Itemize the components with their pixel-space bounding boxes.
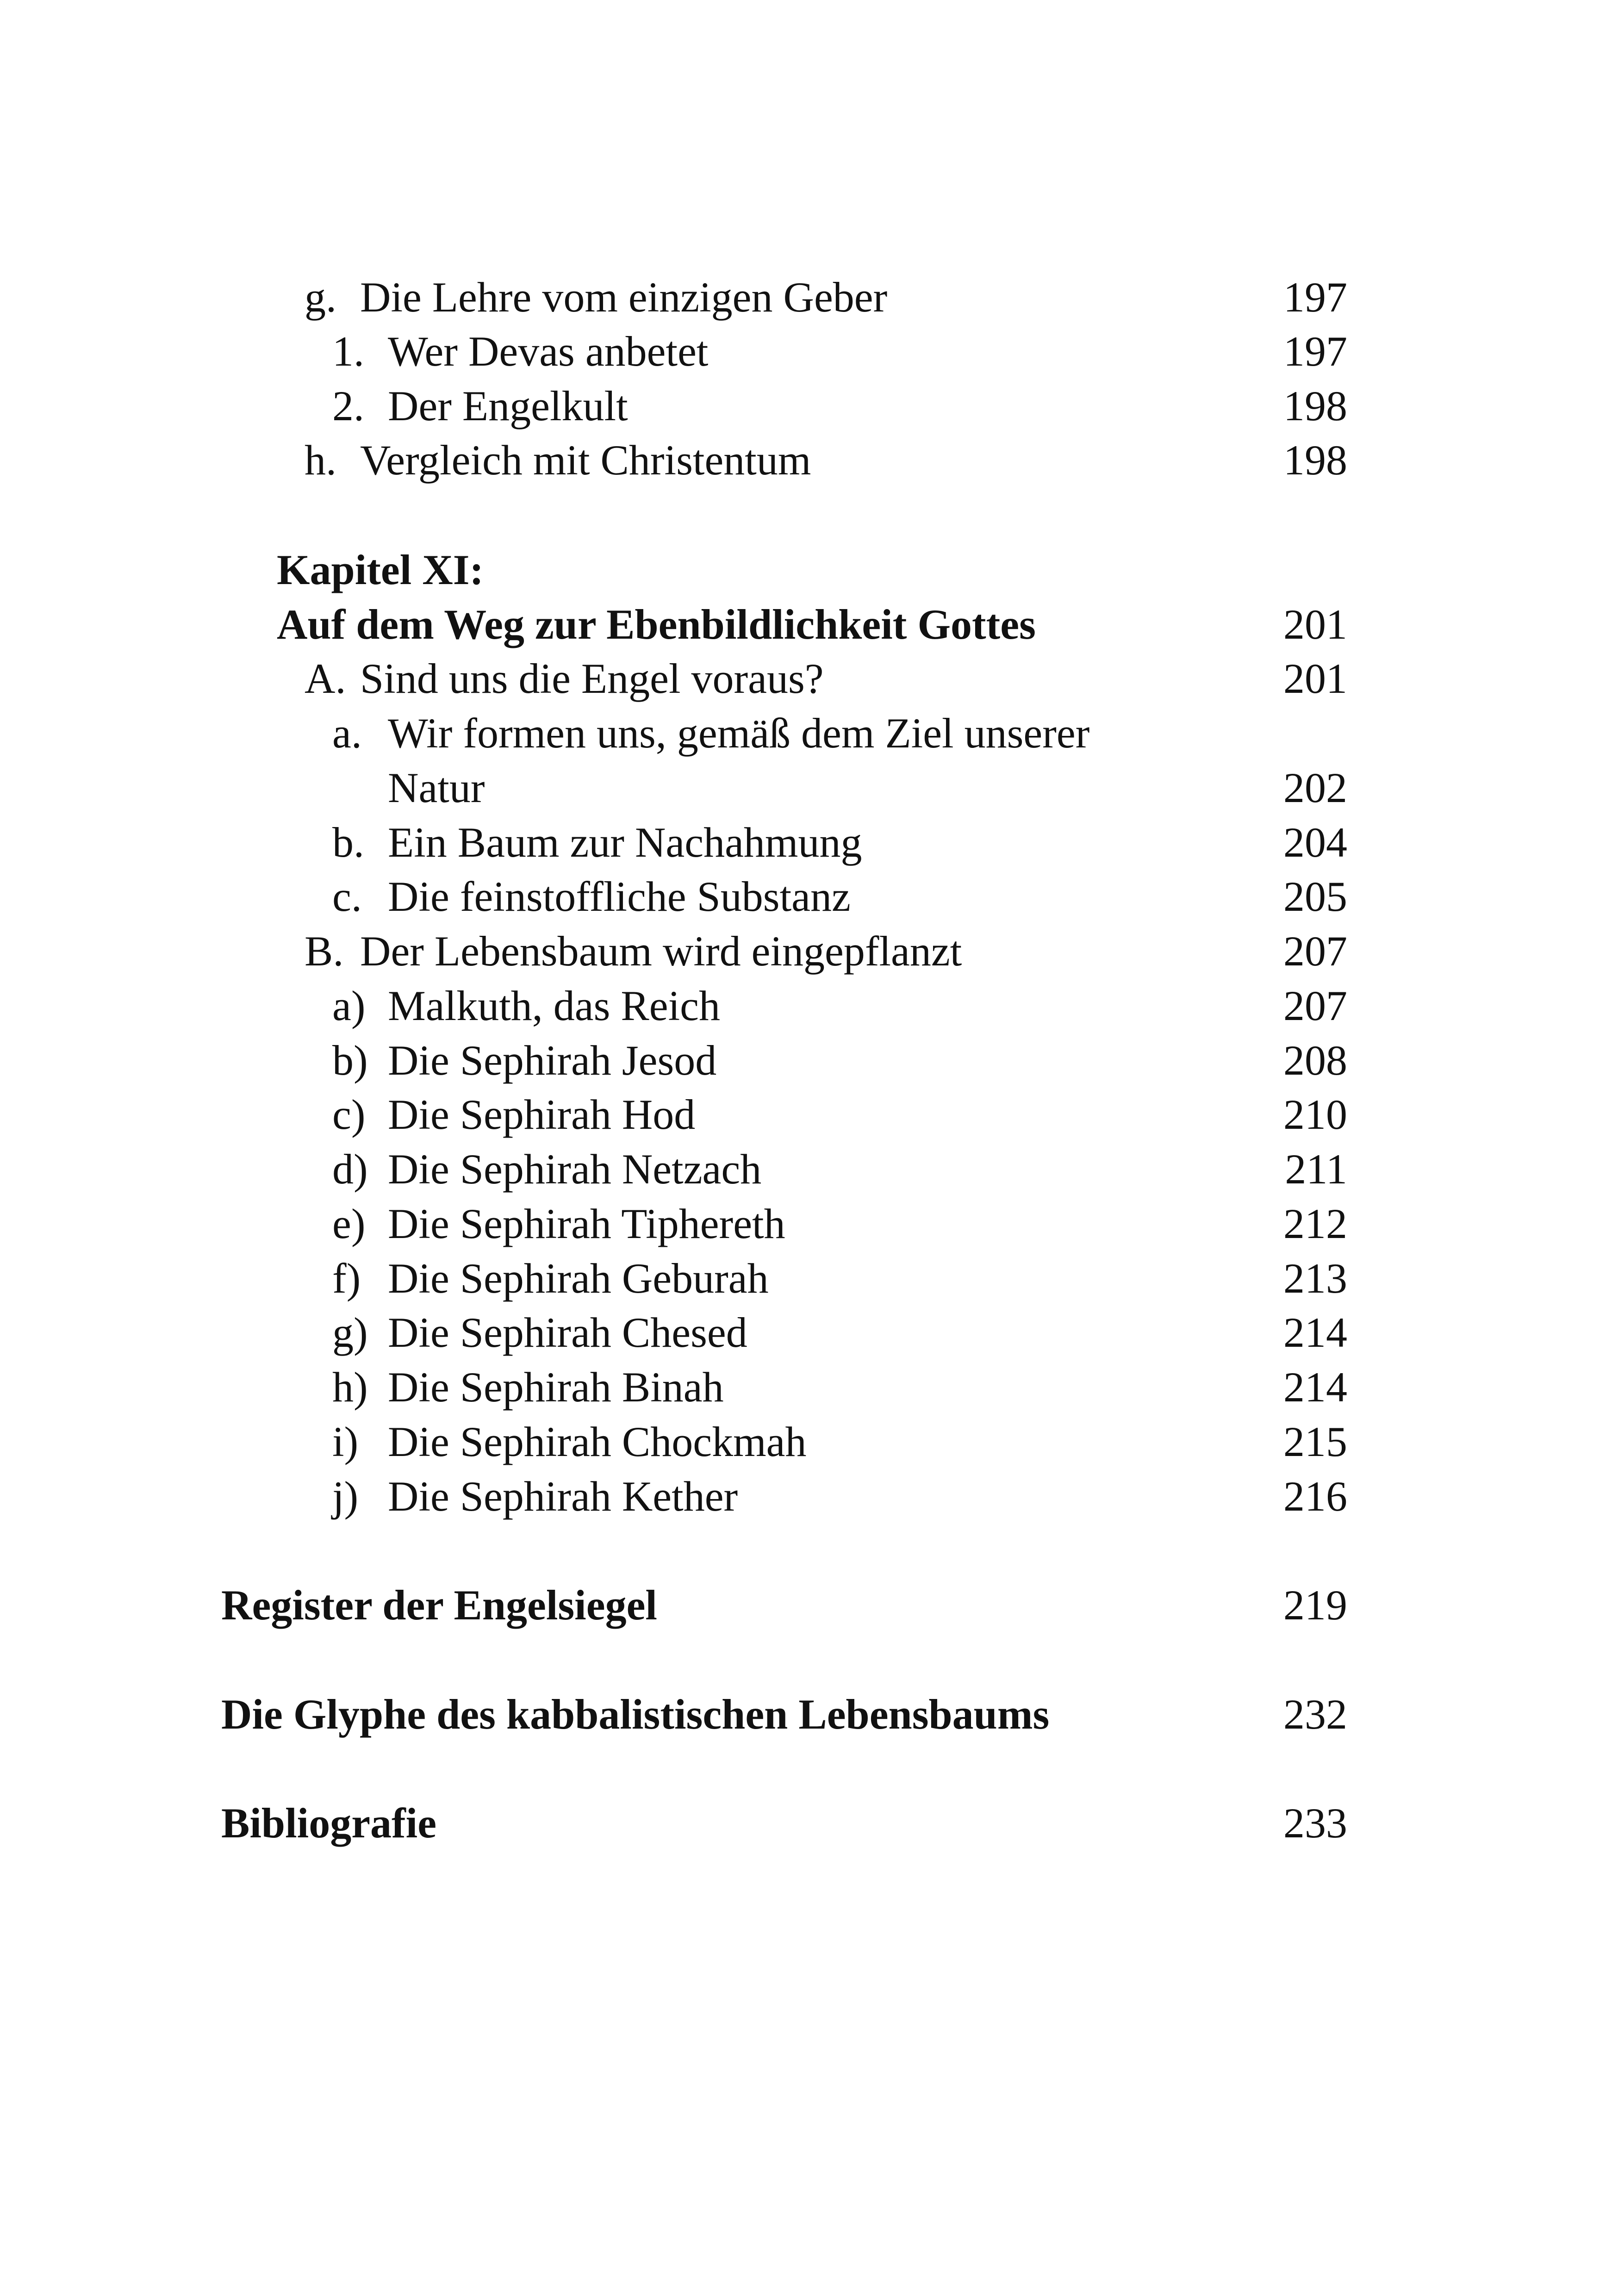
toc-entry-page: 205: [1283, 873, 1347, 920]
toc-entry-title: Wir formen uns, gemäß dem Ziel unserer: [388, 709, 1090, 757]
toc-entry: [0, 324, 1618, 379]
toc-entry-title: Natur: [388, 764, 485, 811]
toc-entry-title: Die Sephirah Hod: [388, 1091, 696, 1138]
toc-entry-marker: b.: [332, 819, 364, 866]
toc-entry-page: 216: [1283, 1473, 1347, 1520]
toc-entry-page: 219: [1283, 1581, 1347, 1629]
toc-entry-marker: d): [332, 1145, 368, 1193]
toc-entry: [0, 433, 1618, 487]
toc-entry-title: Die Sephirah Netzach: [388, 1145, 762, 1193]
toc-entry-title: Die Sephirah Geburah: [388, 1255, 769, 1302]
toc-entry-title: Die Sephirah Chesed: [388, 1309, 747, 1356]
toc-entry-page: 232: [1283, 1691, 1347, 1738]
toc-entry: [0, 379, 1618, 433]
toc-entry-title: Register der Engelsiegel: [221, 1581, 657, 1629]
toc-entry-page: 210: [1283, 1091, 1347, 1138]
toc-entry-title: Vergleich mit Christentum: [360, 436, 811, 484]
toc-entry-page: 201: [1283, 655, 1347, 702]
toc-entry-title: Die Sephirah Binah: [388, 1363, 724, 1411]
toc-entry-title: Wer Devas anbetet: [388, 328, 709, 375]
toc-entry: [0, 978, 1618, 1033]
toc-entry-title: Malkuth, das Reich: [388, 982, 720, 1029]
toc-entry-title: Die Sephirah Kether: [388, 1473, 738, 1520]
toc-entry-marker: a): [332, 982, 366, 1029]
toc-entry-marker: g.: [305, 274, 336, 321]
toc-entry-title: Die feinstoffliche Substanz: [388, 873, 851, 920]
toc-entry-page: 233: [1283, 1799, 1347, 1847]
toc-entry-page: 207: [1283, 927, 1347, 975]
toc-section-entry: [0, 1687, 1618, 1742]
toc-entry-page: 213: [1283, 1255, 1347, 1302]
toc-entry-marker: c): [332, 1091, 366, 1138]
toc-entry-page: 198: [1283, 436, 1347, 484]
toc-entry-page: 214: [1283, 1309, 1347, 1356]
toc-entry-marker: c.: [332, 873, 362, 920]
toc-entry-continuation: [0, 760, 1618, 815]
toc-entry-page: 214: [1283, 1363, 1347, 1411]
toc-entry: [0, 1196, 1618, 1251]
toc-entry: [0, 1251, 1618, 1306]
toc-entry-page: 212: [1283, 1200, 1347, 1247]
toc-entry-marker: 2.: [332, 382, 364, 429]
toc-entry-page: 201: [1283, 601, 1347, 648]
toc-entry: [0, 1087, 1618, 1142]
toc-entry: [0, 1305, 1618, 1360]
toc-entry-marker: b): [332, 1037, 368, 1084]
toc-entry-page: 198: [1283, 382, 1347, 429]
toc-entry: [0, 869, 1618, 924]
toc-entry: [0, 270, 1618, 324]
toc-entry-page: 197: [1283, 328, 1347, 375]
toc-entry-marker: f): [332, 1255, 361, 1302]
chapter-title: [0, 597, 1618, 652]
toc-entry-page: 211: [1285, 1145, 1347, 1193]
toc-entry: [0, 1033, 1618, 1088]
toc-entry-marker: A.: [305, 655, 346, 702]
toc-entry: [0, 1414, 1618, 1469]
toc-entry-title: Ein Baum zur Nachahmung: [388, 819, 862, 866]
toc-entry-title: Der Lebensbaum wird eingepflanzt: [360, 927, 962, 975]
toc-entry-title: Auf dem Weg zur Ebenbildlichkeit Gottes: [277, 601, 1036, 648]
toc-entry-title: Sind uns die Engel voraus?: [360, 655, 824, 702]
toc-entry-title: Die Sephirah Jesod: [388, 1037, 717, 1084]
toc-entry-page: 215: [1283, 1418, 1347, 1465]
toc-entry-page: 202: [1283, 764, 1347, 811]
toc-entry: [0, 1469, 1618, 1524]
toc-entry-marker: g): [332, 1309, 368, 1356]
toc-entry-title: Kapitel XI:: [277, 546, 484, 593]
toc-entry: [0, 1360, 1618, 1414]
toc-entry-marker: a.: [332, 709, 362, 757]
toc-entry-title: Bibliografie: [221, 1799, 437, 1847]
toc-entry-marker: e): [332, 1200, 366, 1247]
toc-entry-marker: B.: [305, 927, 344, 975]
toc-section-entry: [0, 1578, 1618, 1632]
toc-entry: [0, 1142, 1618, 1196]
toc-entry: [0, 706, 1618, 760]
toc-entry-marker: h.: [305, 436, 336, 484]
toc-entry: [0, 924, 1618, 978]
toc-entry-marker: h): [332, 1363, 368, 1411]
toc-entry-title: Die Lehre vom einzigen Geber: [360, 274, 888, 321]
toc-entry-title: Der Engelkult: [388, 382, 628, 429]
toc-section-entry: [0, 1796, 1618, 1850]
toc-entry-title: Die Sephirah Tiphereth: [388, 1200, 785, 1247]
chapter-heading: [0, 542, 1618, 597]
toc-entry-title: Die Sephirah Chockmah: [388, 1418, 807, 1465]
toc-entry-title: Die Glyphe des kabbalistischen Lebensbaums: [221, 1691, 1050, 1738]
toc-entry-marker: j): [332, 1473, 359, 1520]
toc-entry-page: 197: [1283, 274, 1347, 321]
toc-entry-marker: 1.: [332, 328, 364, 375]
toc-entry: [0, 651, 1618, 706]
toc-entry-page: 208: [1283, 1037, 1347, 1084]
toc-entry-marker: i): [332, 1418, 359, 1465]
toc-entry: [0, 815, 1618, 870]
toc-entry-page: 204: [1283, 819, 1347, 866]
toc-entry-page: 207: [1283, 982, 1347, 1029]
